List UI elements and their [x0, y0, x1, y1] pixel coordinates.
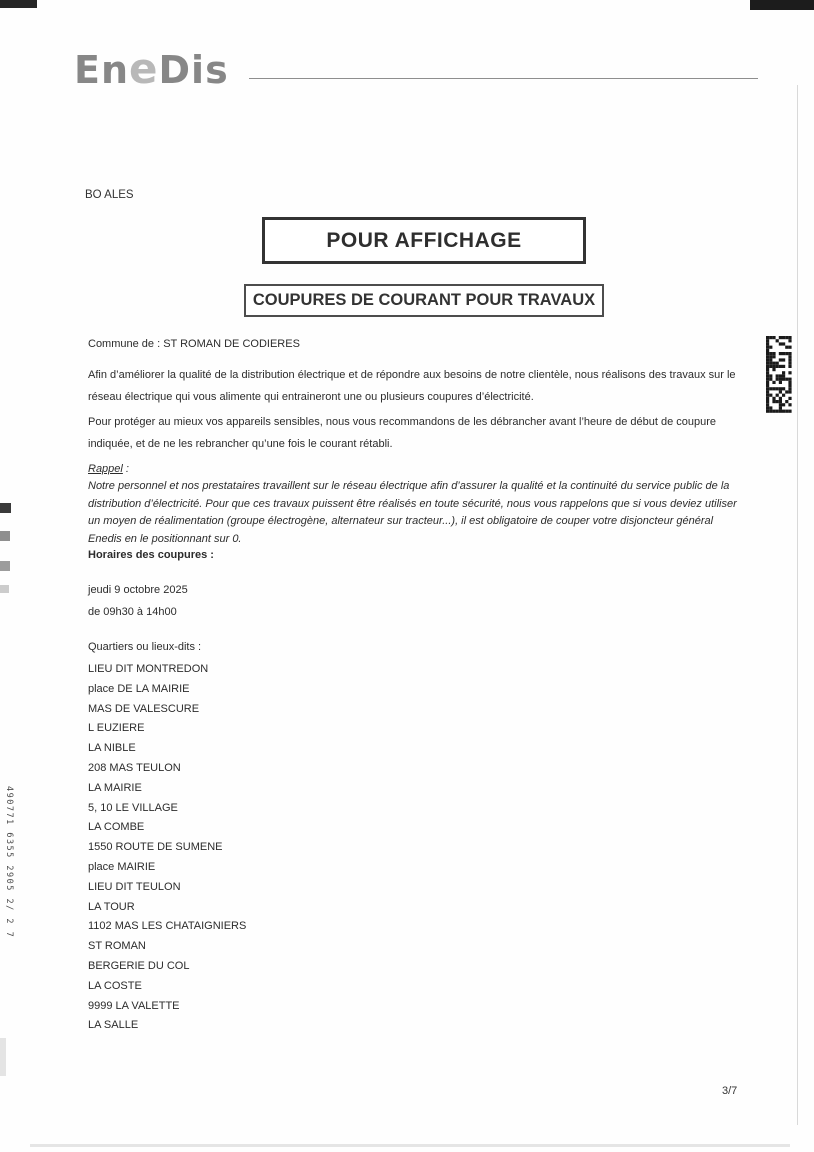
quartier-item: ST ROMAN — [88, 940, 146, 953]
scan-artifact-left-3 — [0, 561, 10, 571]
quartier-item: place DE LA MAIRIE — [88, 682, 190, 695]
logo-text-part3: Dis — [158, 48, 229, 92]
quartier-item: 1550 ROUTE DE SUMENE — [88, 841, 223, 854]
quartier-item: LA SALLE — [88, 1019, 139, 1032]
quartier-item: BERGERIE DU COL — [88, 959, 190, 972]
office-label: BO ALES — [85, 189, 134, 201]
quartier-item: LA TOUR — [88, 900, 135, 913]
quartiers-heading: Quartiers ou lieux-dits : — [88, 641, 202, 653]
page-number: 3/7 — [722, 1085, 738, 1097]
quartier-item: LIEU DIT TEULON — [88, 880, 181, 893]
scan-artifact-top-left — [0, 0, 37, 8]
horaires-heading: Horaires des coupures : — [88, 549, 214, 561]
scan-artifact-left-2 — [0, 531, 10, 541]
quartier-item: MAS DE VALESCURE — [88, 702, 200, 715]
quartier-item: place MAIRIE — [88, 860, 156, 873]
scan-artifact-left-4 — [0, 585, 9, 593]
quartier-item: LA NIBLE — [88, 742, 136, 755]
header-horizontal-rule — [249, 78, 758, 79]
enedis-logo — [74, 44, 229, 93]
rappel-heading-underlined: Rappel — [88, 463, 123, 475]
rappel-paragraph: Notre personnel et nos prestataires travaillent sur le réseau électrique afin d’assurer la qualité et la continuité du service public de la distribution d’électricité. Pour que ces travaux puissent être réalisés en toute sécurité, nous vous rappelons que si vous deviez utiliser un moyen de réalimentation (groupe électrogène, alternateur sur tracteur...), il est obligatoire de couper votre disjoncteur général Enedis en le positionnant sur 0. — [88, 480, 737, 545]
quartier-item: 5, 10 LE VILLAGE — [88, 801, 178, 814]
rappel-heading — [88, 460, 740, 478]
document-body — [88, 337, 740, 1036]
outage-hours: de 09h30 à 14h00 — [88, 606, 177, 618]
datamatrix-barcode — [766, 336, 792, 413]
quartier-item: 208 MAS TEULON — [88, 761, 181, 774]
quartier-item: LA COSTE — [88, 979, 142, 992]
scan-bottom-shadow — [30, 1144, 790, 1147]
scan-artifact-top-right — [750, 0, 814, 10]
commune-line: Commune de : ST ROMAN DE CODIERES — [88, 338, 300, 350]
paragraph-travaux: Afin d’améliorer la qualité de la distribution électrique et de répondre aux besoins de notre clientèle, nous réalisons des travaux sur le réseau électrique qui vous alimente qui entraineront une ou plusieurs coupures d’électricité. — [88, 369, 736, 403]
coupures-text: COUPURES DE COURANT POUR TRAVAUX — [252, 291, 596, 309]
outage-date: jeudi 9 octobre 2025 — [88, 584, 188, 596]
coupures-banner — [244, 284, 604, 317]
page-edge-line — [797, 85, 798, 1125]
quartier-item: LA COMBE — [88, 821, 145, 834]
quartier-item: LA MAIRIE — [88, 781, 142, 794]
scan-artifact-left-1 — [0, 503, 11, 513]
vertical-print-code: 490771 6355 2905 2/ 2 7 — [4, 786, 14, 939]
quartier-item: L EUZIERE — [88, 722, 145, 735]
quartier-item: 1102 MAS LES CHATAIGNIERS — [88, 920, 247, 933]
quartier-item: 9999 LA VALETTE — [88, 999, 180, 1012]
pour-affichage-text: POUR AFFICHAGE — [326, 228, 522, 252]
rappel-heading-colon: : — [122, 463, 129, 475]
paragraph-protection: Pour protéger au mieux vos appareils sensibles, nous vous recommandons de les débrancher avant l’heure de début de coupure indiquée, et de ne les rebrancher qu’une fois le courant rétabli. — [88, 416, 716, 450]
pour-affichage-banner — [262, 217, 586, 264]
quartiers-list — [88, 660, 740, 1036]
scan-artifact-left-bottom — [0, 1038, 6, 1076]
quartier-item: LIEU DIT MONTREDON — [88, 663, 209, 675]
logo-text-part1: En — [74, 48, 130, 92]
logo-text-part2: e — [129, 44, 159, 93]
